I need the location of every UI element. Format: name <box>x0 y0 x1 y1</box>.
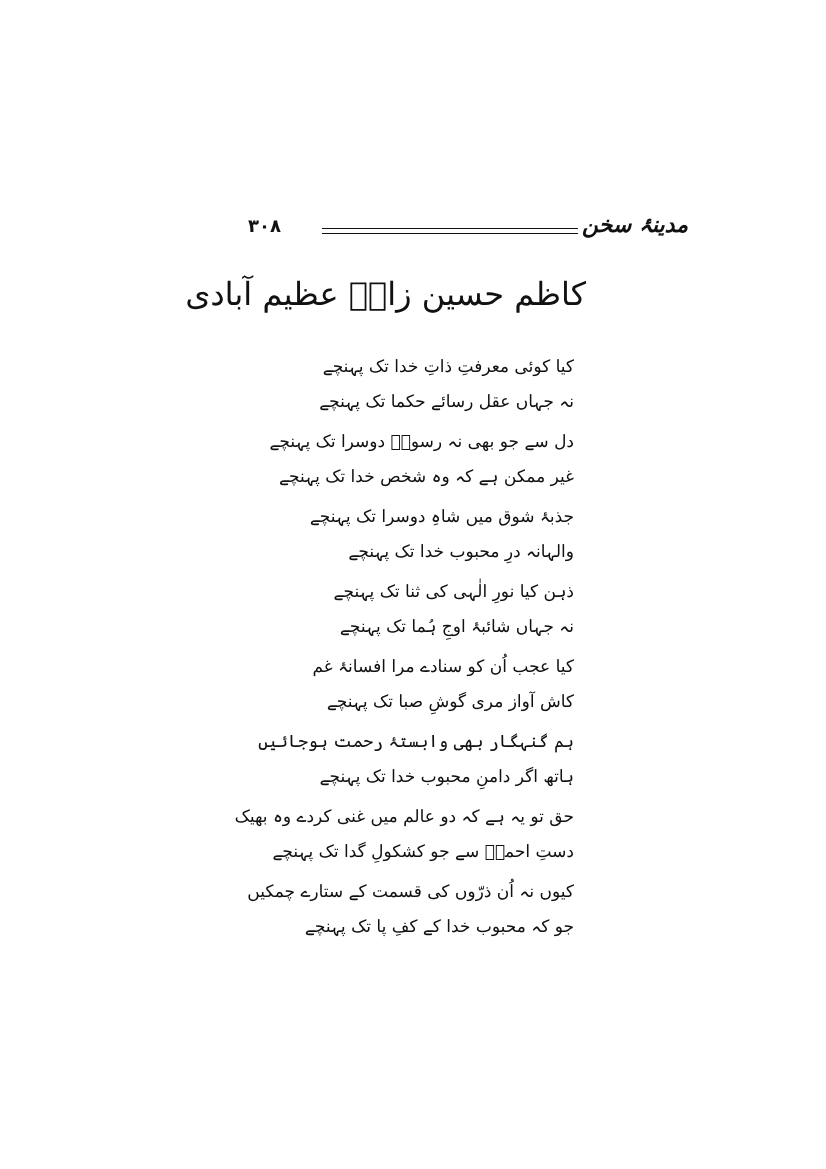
header-rule <box>322 228 578 234</box>
verse-line: کیوں نہ اُن ذرّوں کی قسمت کے ستارے چمکیں <box>247 882 574 902</box>
stanza <box>290 573 574 648</box>
poem-title: کاظم حسین زارؔ عظیم آبادی <box>185 275 586 313</box>
book-title: مدینۂ سخن <box>581 212 688 238</box>
stanza <box>269 423 574 498</box>
verse-line: ہم گنہگار بھی وابستۂ رحمت ہوجائیں <box>258 732 574 752</box>
verse-line: کیا عجب اُن کو سنادے مرا افسانۂ غم <box>312 657 574 677</box>
verse-line: غیر ممکن ہے کہ وہ شخص خدا تک پہنچے <box>279 467 574 487</box>
stanza <box>290 648 574 723</box>
verse-line: کاش آواز مری گوشِ صبا تک پہنچے <box>326 692 574 712</box>
stanza <box>258 723 574 798</box>
verse-line: کیا کوئی معرفتِ ذاتِ خدا تک پہنچے <box>322 357 574 377</box>
verse-line: جو کہ محبوب خدا کے کفِ پا تک پہنچے <box>304 917 574 937</box>
stanza <box>290 348 574 423</box>
verse-line: دل سے جو بھی نہ رسولؐ دوسرا تک پہنچے <box>269 432 574 452</box>
poem-body <box>234 348 574 948</box>
page-number: ۳۰۸ <box>248 216 281 237</box>
stanza <box>247 873 574 948</box>
verse-line: جذبۂ شوق میں شاہِ دوسرا تک پہنچے <box>309 507 574 527</box>
stanza <box>234 798 574 873</box>
verse-line: دستِ احمدؐ سے جو کشکولِ گدا تک پہنچے <box>272 842 574 862</box>
stanza <box>290 498 574 573</box>
verse-line: نہ جہاں عقل رسائے حکما تک پہنچے <box>319 392 574 412</box>
verse-line: ذہن کیا نورِ الٰہی کی ثنا تک پہنچے <box>333 582 574 602</box>
verse-line: حق تو یہ ہے کہ دو عالم میں غنی کردے وہ بھیک <box>234 807 574 827</box>
page-header <box>240 212 688 252</box>
verse-line: والہانہ درِ محبوب خدا تک پہنچے <box>348 542 574 562</box>
verse-line: نہ جہاں شائبۂ اوجِ ہُما تک پہنچے <box>339 617 574 637</box>
verse-line: ہاتھ اگر دامنِ محبوب خدا تک پہنچے <box>319 767 574 787</box>
